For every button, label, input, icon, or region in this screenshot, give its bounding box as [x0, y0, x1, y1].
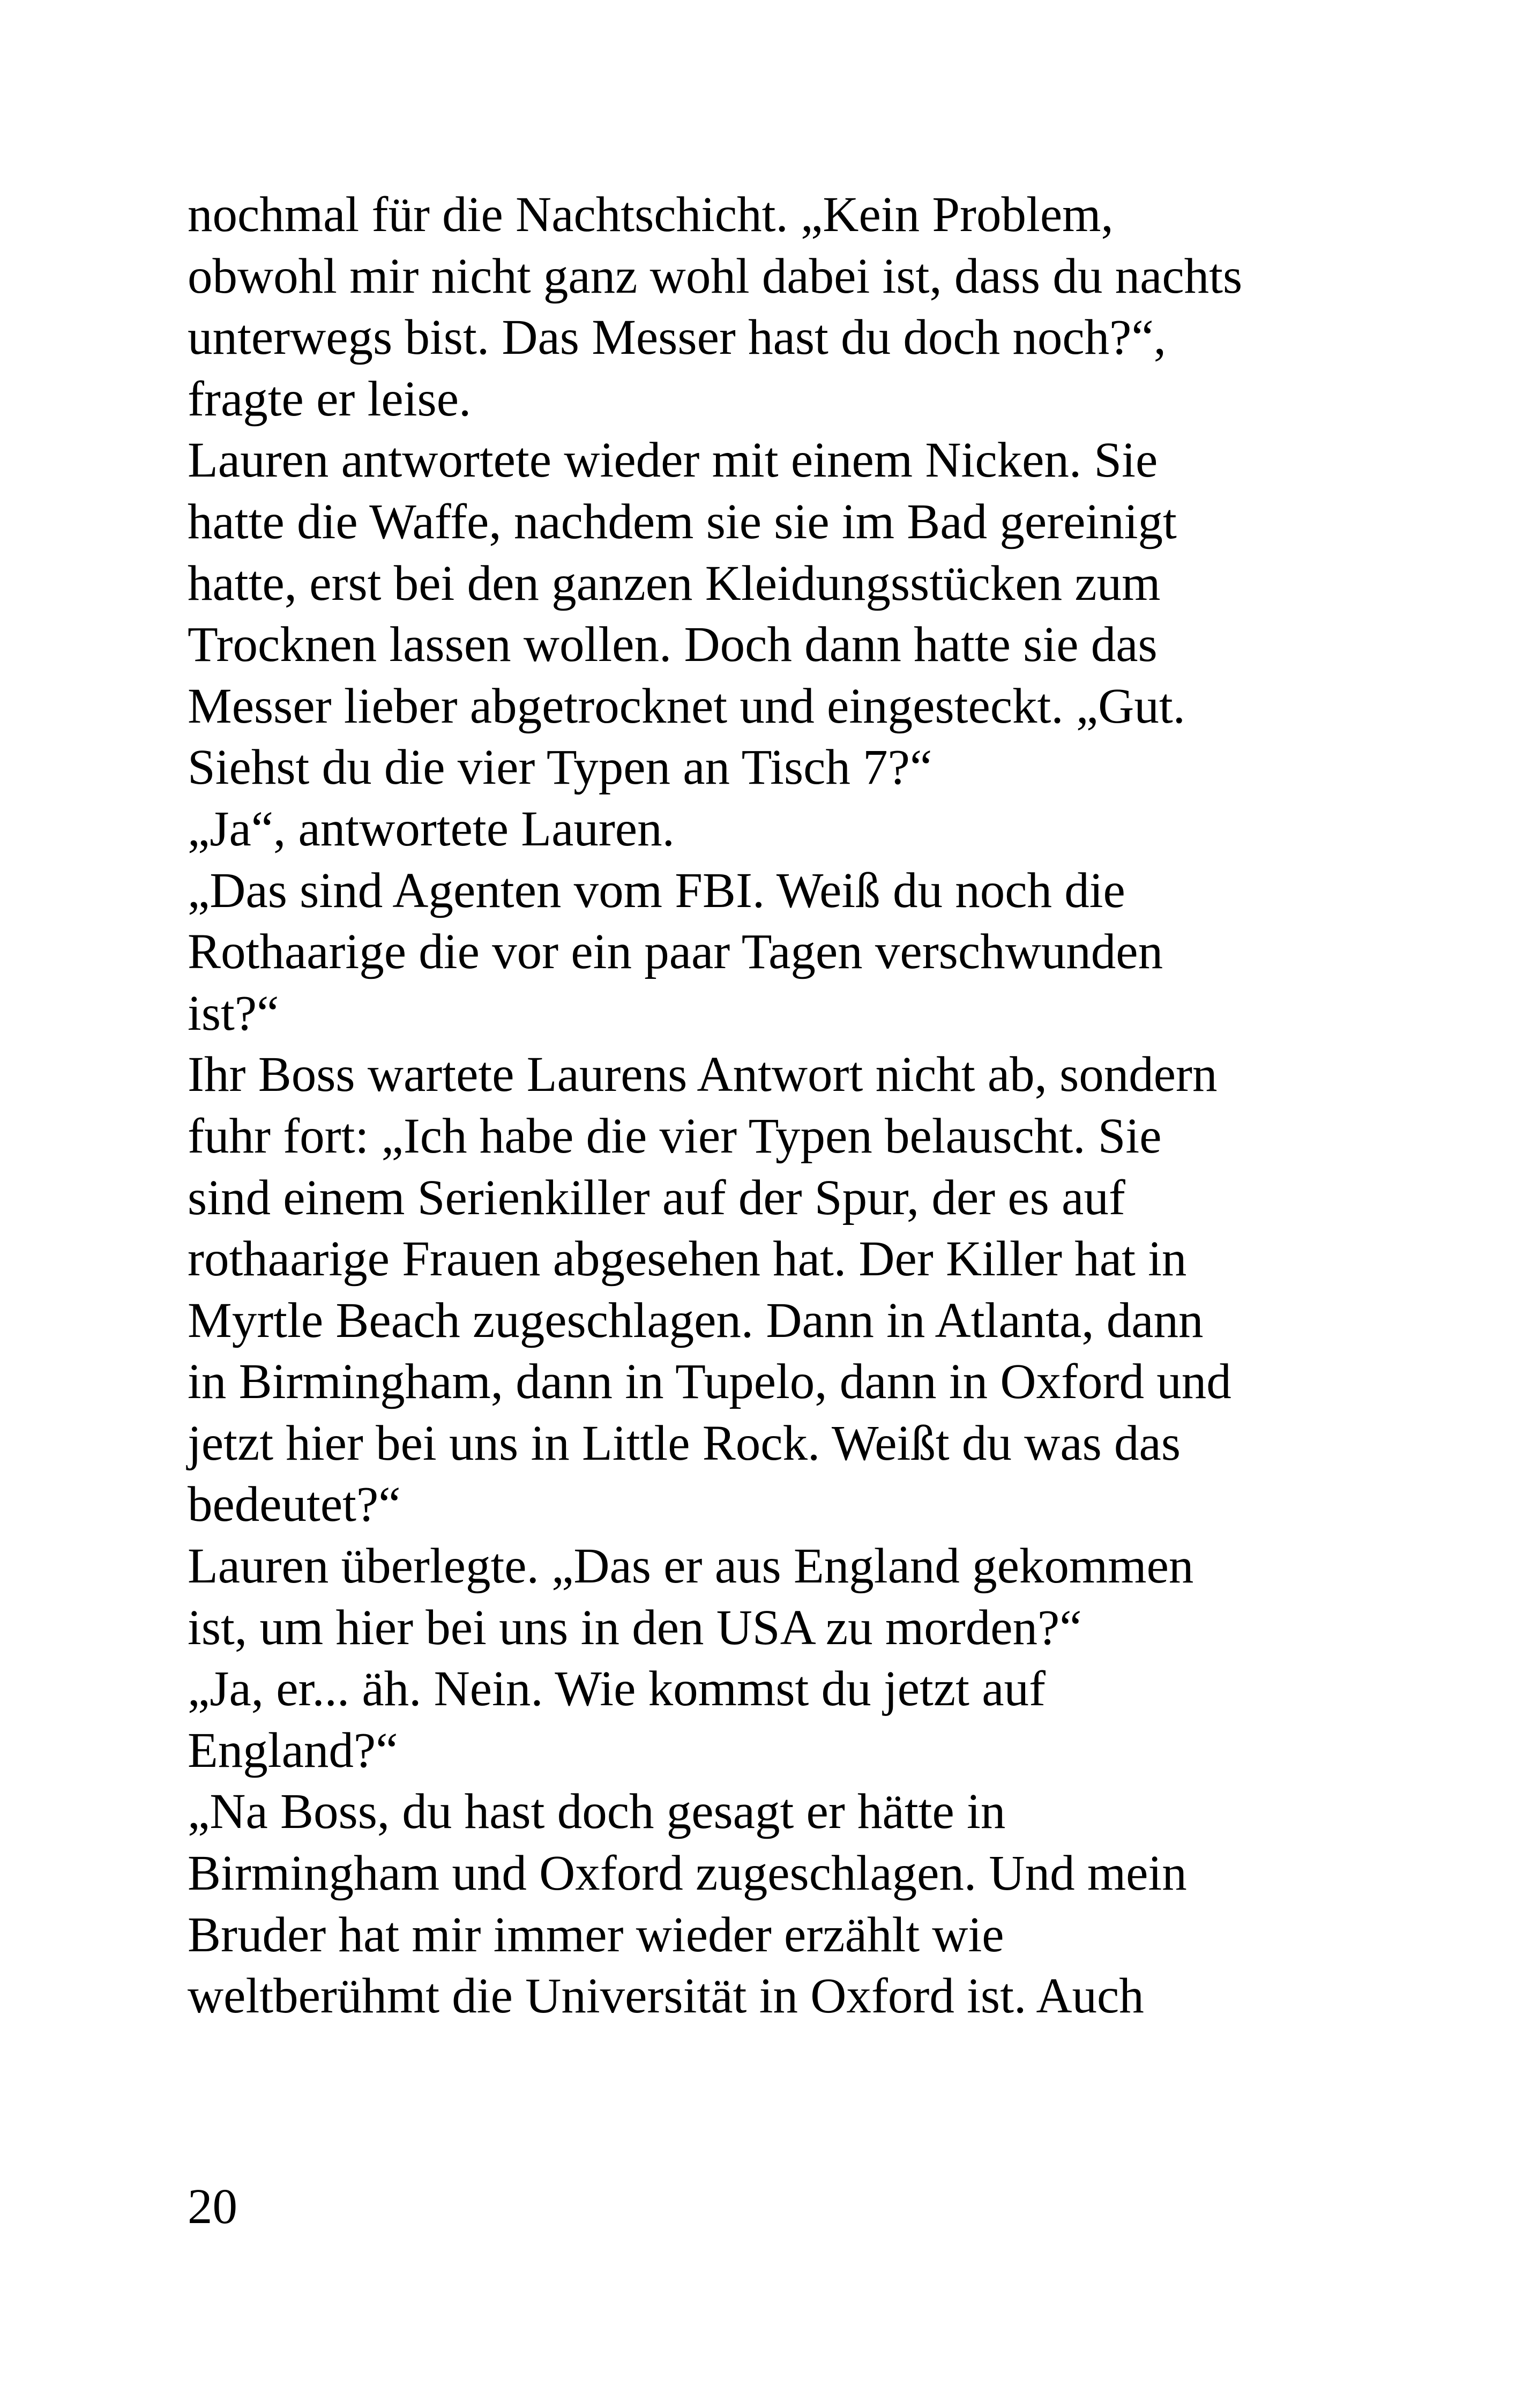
- text-line: Ihr Boss wartete Laurens Antwort nicht ab, sondern: [188, 1047, 1218, 1103]
- text-line: „Ja“, antwortete Lauren.: [188, 801, 675, 857]
- text-line: unterwegs bist. Das Messer hast du doch noch?“,: [188, 310, 1166, 366]
- text-line: Bruder hat mir immer wieder erzählt wie: [188, 1907, 1004, 1963]
- text-line: Siehst du die vier Typen an Tisch 7?“: [188, 740, 932, 796]
- text-line: in Birmingham, dann in Tupelo, dann in Oxford und: [188, 1354, 1231, 1410]
- text-line: Lauren antwortete wieder mit einem Nicken. Sie: [188, 433, 1158, 488]
- text-line: Birmingham und Oxford zugeschlagen. Und mein: [188, 1846, 1187, 1901]
- text-line: rothaarige Frauen abgesehen hat. Der Killer hat in: [188, 1231, 1187, 1287]
- body-text: [188, 184, 1388, 2027]
- text-line: ist, um hier bei uns in den USA zu morden?“: [188, 1600, 1082, 1655]
- text-line: jetzt hier bei uns in Little Rock. Weißt du was das: [188, 1415, 1181, 1471]
- text-line: „Na Boss, du hast doch gesagt er hätte in: [188, 1784, 1006, 1840]
- page-number: 20: [188, 2179, 237, 2234]
- text-line: obwohl mir nicht ganz wohl dabei ist, dass du nachts: [188, 248, 1243, 304]
- text-line: Trocknen lassen wollen. Doch dann hatte sie das: [188, 617, 1158, 673]
- text-line: Myrtle Beach zugeschlagen. Dann in Atlanta, dann: [188, 1292, 1204, 1348]
- text-line: „Ja, er... äh. Nein. Wie kommst du jetzt auf: [188, 1661, 1046, 1717]
- text-line: weltberühmt die Universität in Oxford ist. Auch: [188, 1968, 1144, 2024]
- text-line: hatte, erst bei den ganzen Kleidungsstücken zum: [188, 555, 1161, 611]
- text-line: Rothaarige die vor ein paar Tagen verschwunden: [188, 924, 1163, 980]
- text-line: sind einem Serienkiller auf der Spur, der es auf: [188, 1170, 1125, 1225]
- text-line: Lauren überlegte. „Das er aus England gekommen: [188, 1539, 1194, 1594]
- text-line: „Das sind Agenten vom FBI. Weiß du noch die: [188, 863, 1125, 918]
- text-line: England?“: [188, 1722, 398, 1778]
- text-line: Messer lieber abgetrocknet und eingesteckt. „Gut.: [188, 678, 1185, 734]
- text-line: ist?“: [188, 985, 279, 1041]
- text-line: bedeutet?“: [188, 1477, 401, 1533]
- text-line: hatte die Waffe, nachdem sie sie im Bad gereinigt: [188, 494, 1177, 549]
- text-line: fuhr fort: „Ich habe die vier Typen belauscht. Sie: [188, 1108, 1162, 1164]
- text-line: nochmal für die Nachtschicht. „Kein Problem,: [188, 187, 1114, 242]
- text-line: fragte er leise.: [188, 371, 472, 427]
